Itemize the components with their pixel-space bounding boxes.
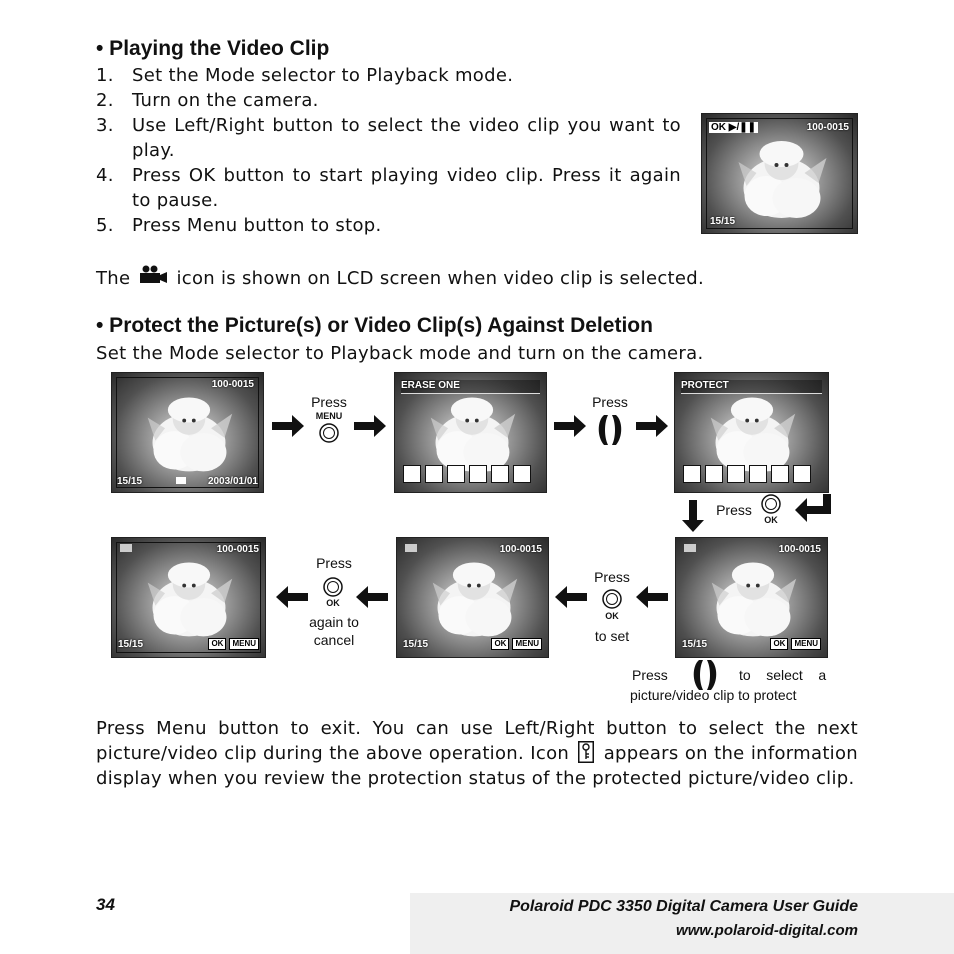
menu-chip: MENU bbox=[229, 638, 259, 650]
ok-chip: OK bbox=[491, 638, 509, 650]
arrow-down-icon bbox=[682, 500, 704, 532]
erase-all-icon[interactable] bbox=[705, 465, 723, 483]
dpof-icon[interactable] bbox=[469, 465, 487, 483]
ok-button-icon bbox=[323, 577, 343, 597]
frame-counter: 15/15 bbox=[403, 639, 429, 650]
left-right-buttons-icon bbox=[595, 415, 625, 445]
arrow-right-icon bbox=[554, 415, 586, 437]
file-number: 100-0015 bbox=[806, 122, 849, 133]
ok-button-icon bbox=[761, 494, 781, 514]
exit-icon[interactable] bbox=[793, 465, 811, 483]
step-3: 3. Use Left/Right button to select the video clip you want to play. bbox=[96, 115, 681, 161]
menu-button-caption: MENU bbox=[315, 411, 343, 421]
frame-counter: 15/15 bbox=[710, 216, 736, 227]
again-to-label: again to bbox=[309, 614, 359, 630]
exit-icon[interactable] bbox=[513, 465, 531, 483]
ok-button-caption: OK bbox=[326, 598, 340, 608]
arrow-left-icon bbox=[555, 586, 587, 608]
ok-button-caption: OK bbox=[764, 515, 778, 525]
menu-icon-row bbox=[403, 465, 531, 483]
guide-title: Polaroid PDC 3350 Digital Camera User Guide bbox=[509, 898, 858, 915]
ok-chip: OK bbox=[770, 638, 788, 650]
arrow-left-icon bbox=[356, 586, 388, 608]
lcd-playback-photo bbox=[111, 372, 264, 493]
arrow-right-icon bbox=[354, 415, 386, 437]
menu-chip: MENU bbox=[791, 638, 821, 650]
video-clip-icon bbox=[138, 264, 168, 286]
dpof-icon[interactable] bbox=[749, 465, 767, 483]
menu-title-protect: PROTECT bbox=[681, 380, 729, 391]
protect-key-icon[interactable] bbox=[727, 465, 745, 483]
protect-key-icon[interactable] bbox=[447, 465, 465, 483]
arrow-left-icon bbox=[276, 586, 308, 608]
doll-photo bbox=[698, 550, 808, 646]
press-label: Press bbox=[592, 394, 628, 410]
video-icon-note: The icon is shown on LCD screen when video clip is selected. bbox=[96, 264, 704, 291]
select-protect-label: picture/video clip to protect bbox=[630, 687, 797, 703]
section-title-playing-video: • Playing the Video Clip bbox=[96, 37, 330, 60]
ok-chip: OK bbox=[208, 638, 226, 650]
protect-status-icon bbox=[684, 544, 696, 552]
date-stamp: 2003/01/01 bbox=[207, 476, 258, 487]
arrow-left-icon bbox=[636, 586, 668, 608]
lcd-unprotected-result bbox=[111, 537, 266, 658]
doll-photo bbox=[724, 128, 839, 228]
press-label: Press bbox=[632, 667, 668, 683]
status-chips bbox=[770, 638, 821, 650]
lcd-protect-select bbox=[675, 537, 828, 658]
frame-counter: 15/15 bbox=[682, 639, 708, 650]
erase-all-icon[interactable] bbox=[425, 465, 443, 483]
status-chips bbox=[208, 638, 259, 650]
erase-icon[interactable] bbox=[683, 465, 701, 483]
protect-status-icon bbox=[405, 544, 417, 552]
slideshow-icon[interactable] bbox=[771, 465, 789, 483]
section-title-protect: • Protect the Picture(s) or Video Clip(s) Against Deletion bbox=[96, 314, 653, 337]
camera-icon bbox=[176, 477, 186, 484]
step-5: 5. Press Menu button to stop. bbox=[96, 215, 382, 236]
file-number: 100-0015 bbox=[778, 544, 821, 555]
website-url: www.polaroid-digital.com bbox=[676, 922, 858, 939]
file-number: 100-0015 bbox=[499, 544, 542, 555]
step-2: 2. Turn on the camera. bbox=[96, 90, 319, 111]
step-4: 4. Press OK button to start playing video clip. Press it again to pause. bbox=[96, 165, 681, 211]
menu-chip: MENU bbox=[512, 638, 542, 650]
press-label: Press bbox=[311, 394, 347, 410]
page-number: 34 bbox=[96, 895, 115, 914]
arrow-right-icon bbox=[636, 415, 668, 437]
protect-key-icon bbox=[578, 741, 594, 763]
menu-icon-row bbox=[683, 465, 811, 483]
frame-counter: 15/15 bbox=[117, 476, 143, 487]
frame-counter: 15/15 bbox=[118, 639, 144, 650]
slideshow-icon[interactable] bbox=[491, 465, 509, 483]
status-chips bbox=[491, 638, 542, 650]
to-select-label: to select a bbox=[739, 667, 827, 683]
press-label: Press bbox=[594, 569, 630, 585]
to-set-label: to set bbox=[594, 628, 630, 644]
lcd-erase-menu bbox=[394, 372, 547, 493]
step-1: 1. Set the Mode selector to Playback mode. bbox=[96, 65, 514, 86]
ok-button-icon bbox=[602, 589, 622, 609]
ok-button-caption: OK bbox=[605, 611, 619, 621]
lcd-protect-menu bbox=[674, 372, 829, 493]
arrow-down-left-icon bbox=[795, 494, 831, 522]
cancel-label: cancel bbox=[313, 632, 355, 648]
doll-photo bbox=[134, 550, 244, 646]
arrow-right-icon bbox=[272, 415, 304, 437]
file-number: 100-0015 bbox=[211, 379, 254, 390]
protect-status-icon bbox=[120, 544, 132, 552]
doll-photo bbox=[419, 550, 529, 646]
doll-photo bbox=[134, 385, 244, 481]
left-right-buttons-icon bbox=[690, 660, 720, 690]
file-number: 100-0015 bbox=[216, 544, 259, 555]
menu-button-icon bbox=[319, 423, 339, 443]
press-label: Press bbox=[316, 555, 352, 571]
ok-play-pause-indicator: OK ▶/❚❚ bbox=[711, 122, 757, 133]
press-label: Press bbox=[716, 502, 752, 518]
lcd-video-playback bbox=[701, 113, 858, 234]
erase-icon[interactable] bbox=[403, 465, 421, 483]
protect-intro: Set the Mode selector to Playback mode and turn on the camera. bbox=[96, 343, 704, 364]
lcd-protected-set bbox=[396, 537, 549, 658]
menu-title-erase-one: ERASE ONE bbox=[401, 380, 460, 391]
closing-paragraph: Press Menu button to exit. You can use Left/Right button to select the next picture/video clip during the above operation. Icon appears on the information display when you review the protection status of the protected picture/video clip. bbox=[96, 718, 859, 789]
